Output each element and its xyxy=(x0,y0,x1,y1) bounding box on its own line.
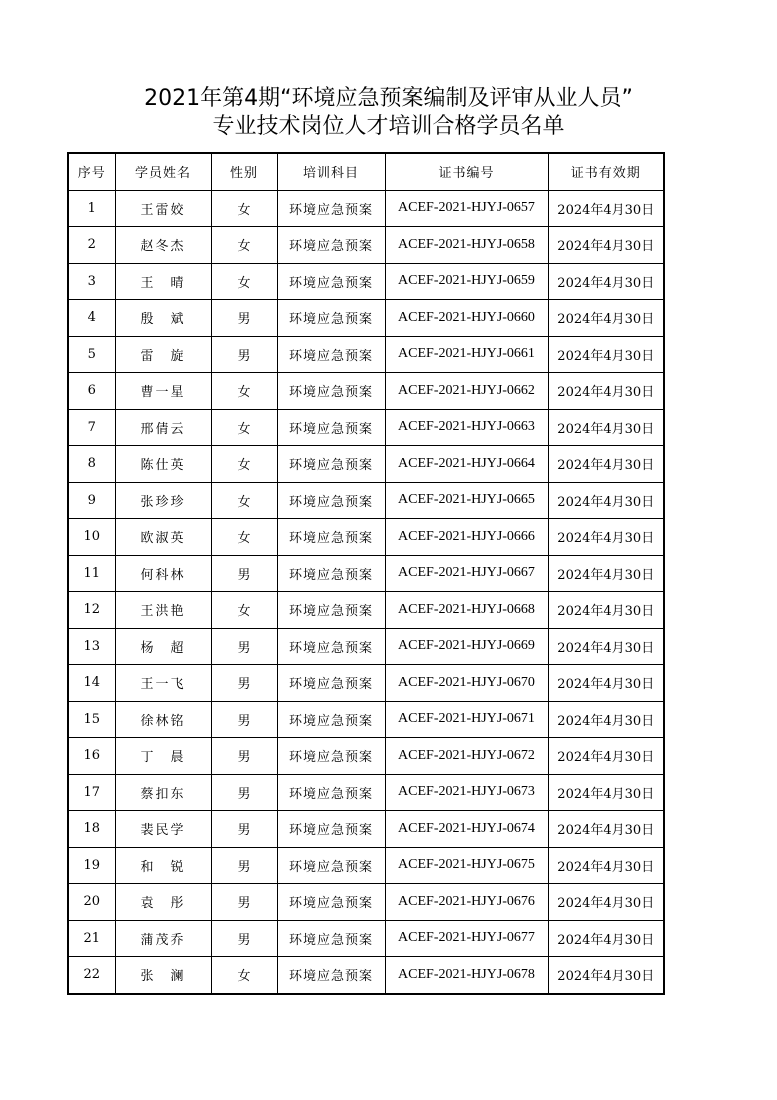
name-cell: 和 锐 xyxy=(115,847,211,884)
name-cell: 王 晴 xyxy=(115,263,211,300)
name-cell: 赵冬杰 xyxy=(115,227,211,264)
serial-cell: 16 xyxy=(68,738,115,775)
certificate-number-cell: ACEF-2021-HJYJ-0676 xyxy=(385,884,548,921)
serial-cell: 7 xyxy=(68,409,115,446)
subject-cell: 环境应急预案 xyxy=(277,957,385,994)
gender-cell: 男 xyxy=(211,847,277,884)
table-row xyxy=(68,592,664,629)
serial-cell: 11 xyxy=(68,555,115,592)
table-row xyxy=(68,263,664,300)
gender-cell: 女 xyxy=(211,446,277,483)
table-row xyxy=(68,409,664,446)
header-gender: 性别 xyxy=(211,153,277,190)
table-row xyxy=(68,701,664,738)
header-certificate-number: 证书编号 xyxy=(385,153,548,190)
gender-cell: 女 xyxy=(211,592,277,629)
serial-cell: 1 xyxy=(68,190,115,227)
serial-cell: 17 xyxy=(68,774,115,811)
subject-cell: 环境应急预案 xyxy=(277,592,385,629)
gender-cell: 男 xyxy=(211,738,277,775)
name-cell: 殷 斌 xyxy=(115,300,211,337)
validity-cell: 2024年4月30日 xyxy=(548,409,664,446)
gender-cell: 女 xyxy=(211,373,277,410)
certificate-number-cell: ACEF-2021-HJYJ-0662 xyxy=(385,373,548,410)
certificate-number-cell: ACEF-2021-HJYJ-0669 xyxy=(385,628,548,665)
validity-cell: 2024年4月30日 xyxy=(548,628,664,665)
gender-cell: 男 xyxy=(211,920,277,957)
serial-cell: 3 xyxy=(68,263,115,300)
certificate-number-cell: ACEF-2021-HJYJ-0678 xyxy=(385,957,548,994)
name-cell: 曹一星 xyxy=(115,373,211,410)
certificate-number-cell: ACEF-2021-HJYJ-0670 xyxy=(385,665,548,702)
serial-cell: 18 xyxy=(68,811,115,848)
validity-cell: 2024年4月30日 xyxy=(548,336,664,373)
gender-cell: 女 xyxy=(211,409,277,446)
serial-cell: 15 xyxy=(68,701,115,738)
certificate-number-cell: ACEF-2021-HJYJ-0672 xyxy=(385,738,548,775)
validity-cell: 2024年4月30日 xyxy=(548,774,664,811)
subject-cell: 环境应急预案 xyxy=(277,701,385,738)
subject-cell: 环境应急预案 xyxy=(277,665,385,702)
subject-cell: 环境应急预案 xyxy=(277,373,385,410)
table-row xyxy=(68,920,664,957)
validity-cell: 2024年4月30日 xyxy=(548,555,664,592)
subject-cell: 环境应急预案 xyxy=(277,519,385,556)
serial-cell: 22 xyxy=(68,957,115,994)
name-cell: 蔡扣东 xyxy=(115,774,211,811)
validity-cell: 2024年4月30日 xyxy=(548,811,664,848)
validity-cell: 2024年4月30日 xyxy=(548,519,664,556)
validity-cell: 2024年4月30日 xyxy=(548,665,664,702)
certificate-number-cell: ACEF-2021-HJYJ-0668 xyxy=(385,592,548,629)
serial-cell: 4 xyxy=(68,300,115,337)
subject-cell: 环境应急预案 xyxy=(277,409,385,446)
name-cell: 袁 彤 xyxy=(115,884,211,921)
table-row xyxy=(68,227,664,264)
name-cell: 何科林 xyxy=(115,555,211,592)
serial-cell: 5 xyxy=(68,336,115,373)
trainee-list-table xyxy=(67,152,665,995)
subject-cell: 环境应急预案 xyxy=(277,190,385,227)
subject-cell: 环境应急预案 xyxy=(277,446,385,483)
name-cell: 徐林铭 xyxy=(115,701,211,738)
document-title-line-2: 专业技术岗位人才培训合格学员名单 xyxy=(212,114,565,139)
gender-cell: 男 xyxy=(211,701,277,738)
header-training-subject: 培训科目 xyxy=(277,153,385,190)
gender-cell: 女 xyxy=(211,263,277,300)
validity-cell: 2024年4月30日 xyxy=(548,263,664,300)
certificate-number-cell: ACEF-2021-HJYJ-0675 xyxy=(385,847,548,884)
serial-cell: 12 xyxy=(68,592,115,629)
name-cell: 张 澜 xyxy=(115,957,211,994)
header-serial-number: 序号 xyxy=(68,153,115,190)
certificate-number-cell: ACEF-2021-HJYJ-0664 xyxy=(385,446,548,483)
table-row xyxy=(68,738,664,775)
serial-cell: 14 xyxy=(68,665,115,702)
certificate-number-cell: ACEF-2021-HJYJ-0657 xyxy=(385,190,548,227)
certificate-number-cell: ACEF-2021-HJYJ-0677 xyxy=(385,920,548,957)
subject-cell: 环境应急预案 xyxy=(277,227,385,264)
gender-cell: 男 xyxy=(211,774,277,811)
certificate-number-cell: ACEF-2021-HJYJ-0659 xyxy=(385,263,548,300)
validity-cell: 2024年4月30日 xyxy=(548,446,664,483)
certificate-number-cell: ACEF-2021-HJYJ-0658 xyxy=(385,227,548,264)
serial-cell: 8 xyxy=(68,446,115,483)
table-header-row xyxy=(68,153,664,190)
gender-cell: 女 xyxy=(211,957,277,994)
subject-cell: 环境应急预案 xyxy=(277,920,385,957)
gender-cell: 女 xyxy=(211,482,277,519)
table-row xyxy=(68,884,664,921)
gender-cell: 男 xyxy=(211,300,277,337)
name-cell: 王雷姣 xyxy=(115,190,211,227)
subject-cell: 环境应急预案 xyxy=(277,300,385,337)
subject-cell: 环境应急预案 xyxy=(277,738,385,775)
subject-cell: 环境应急预案 xyxy=(277,811,385,848)
gender-cell: 女 xyxy=(211,227,277,264)
name-cell: 裴民学 xyxy=(115,811,211,848)
gender-cell: 男 xyxy=(211,884,277,921)
table-row xyxy=(68,446,664,483)
subject-cell: 环境应急预案 xyxy=(277,482,385,519)
validity-cell: 2024年4月30日 xyxy=(548,920,664,957)
table-row xyxy=(68,957,664,994)
table-row xyxy=(68,774,664,811)
subject-cell: 环境应急预案 xyxy=(277,884,385,921)
name-cell: 杨 超 xyxy=(115,628,211,665)
validity-cell: 2024年4月30日 xyxy=(548,847,664,884)
subject-cell: 环境应急预案 xyxy=(277,847,385,884)
subject-cell: 环境应急预案 xyxy=(277,336,385,373)
name-cell: 王洪艳 xyxy=(115,592,211,629)
table-row xyxy=(68,555,664,592)
certificate-number-cell: ACEF-2021-HJYJ-0673 xyxy=(385,774,548,811)
serial-cell: 20 xyxy=(68,884,115,921)
table-row xyxy=(68,811,664,848)
gender-cell: 男 xyxy=(211,336,277,373)
gender-cell: 男 xyxy=(211,665,277,702)
header-certificate-validity: 证书有效期 xyxy=(548,153,664,190)
name-cell: 蒲茂乔 xyxy=(115,920,211,957)
name-cell: 雷 旋 xyxy=(115,336,211,373)
certificate-number-cell: ACEF-2021-HJYJ-0667 xyxy=(385,555,548,592)
name-cell: 欧淑英 xyxy=(115,519,211,556)
serial-cell: 10 xyxy=(68,519,115,556)
serial-cell: 9 xyxy=(68,482,115,519)
header-trainee-name: 学员姓名 xyxy=(115,153,211,190)
serial-cell: 13 xyxy=(68,628,115,665)
subject-cell: 环境应急预案 xyxy=(277,628,385,665)
name-cell: 陈仕英 xyxy=(115,446,211,483)
name-cell: 张珍珍 xyxy=(115,482,211,519)
table-row xyxy=(68,519,664,556)
gender-cell: 男 xyxy=(211,628,277,665)
certificate-number-cell: ACEF-2021-HJYJ-0674 xyxy=(385,811,548,848)
table-row xyxy=(68,482,664,519)
name-cell: 王一飞 xyxy=(115,665,211,702)
validity-cell: 2024年4月30日 xyxy=(548,884,664,921)
serial-cell: 21 xyxy=(68,920,115,957)
validity-cell: 2024年4月30日 xyxy=(548,300,664,337)
subject-cell: 环境应急预案 xyxy=(277,555,385,592)
name-cell: 丁 晨 xyxy=(115,738,211,775)
validity-cell: 2024年4月30日 xyxy=(548,701,664,738)
validity-cell: 2024年4月30日 xyxy=(548,957,664,994)
subject-cell: 环境应急预案 xyxy=(277,263,385,300)
table-body xyxy=(68,190,664,994)
validity-cell: 2024年4月30日 xyxy=(548,482,664,519)
certificate-number-cell: ACEF-2021-HJYJ-0663 xyxy=(385,409,548,446)
serial-cell: 2 xyxy=(68,227,115,264)
certificate-number-cell: ACEF-2021-HJYJ-0660 xyxy=(385,300,548,337)
validity-cell: 2024年4月30日 xyxy=(548,190,664,227)
table-row xyxy=(68,190,664,227)
validity-cell: 2024年4月30日 xyxy=(548,227,664,264)
certificate-number-cell: ACEF-2021-HJYJ-0661 xyxy=(385,336,548,373)
subject-cell: 环境应急预案 xyxy=(277,774,385,811)
table-row xyxy=(68,847,664,884)
gender-cell: 男 xyxy=(211,811,277,848)
serial-cell: 6 xyxy=(68,373,115,410)
gender-cell: 男 xyxy=(211,555,277,592)
document-title-line-1: 2021年第4期“环境应急预案编制及评审从业人员” xyxy=(144,86,633,111)
validity-cell: 2024年4月30日 xyxy=(548,592,664,629)
table-row xyxy=(68,665,664,702)
table-row xyxy=(68,336,664,373)
serial-cell: 19 xyxy=(68,847,115,884)
validity-cell: 2024年4月30日 xyxy=(548,738,664,775)
certificate-number-cell: ACEF-2021-HJYJ-0666 xyxy=(385,519,548,556)
table-row xyxy=(68,300,664,337)
gender-cell: 女 xyxy=(211,519,277,556)
certificate-number-cell: ACEF-2021-HJYJ-0671 xyxy=(385,701,548,738)
name-cell: 邢倩云 xyxy=(115,409,211,446)
gender-cell: 女 xyxy=(211,190,277,227)
table-row xyxy=(68,373,664,410)
validity-cell: 2024年4月30日 xyxy=(548,373,664,410)
certificate-number-cell: ACEF-2021-HJYJ-0665 xyxy=(385,482,548,519)
table-row xyxy=(68,628,664,665)
